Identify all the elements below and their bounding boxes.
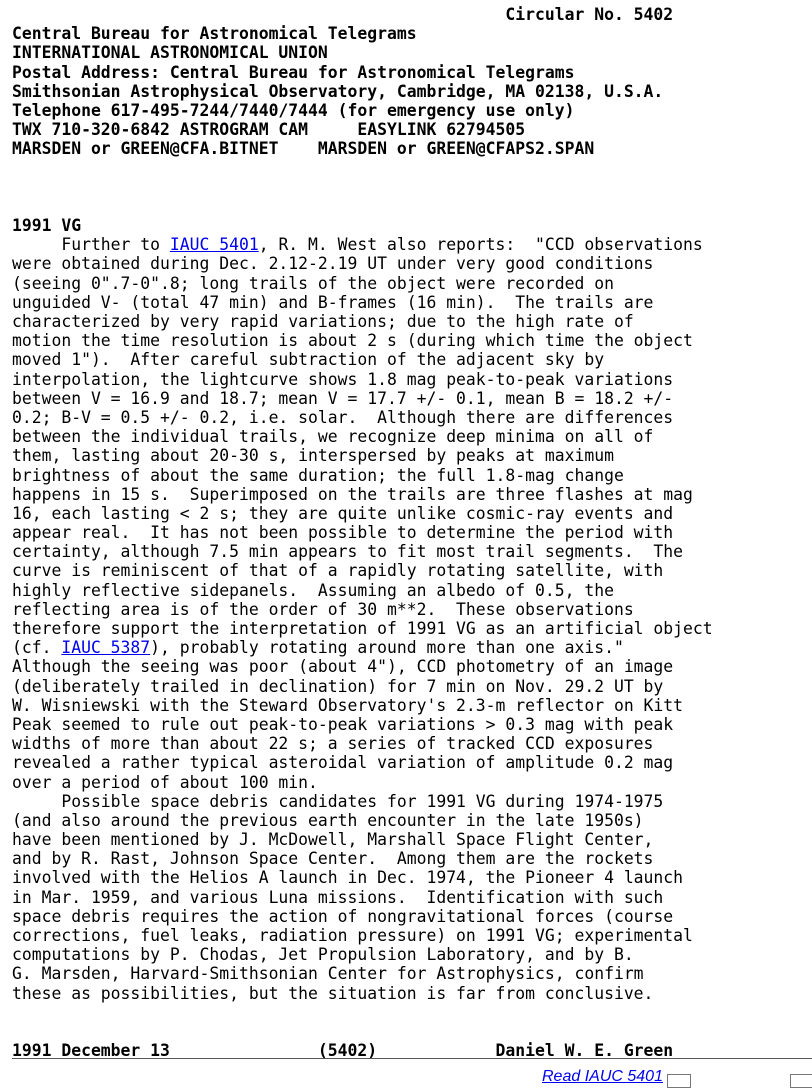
body-line: unguided V- (total 47 min) and B-frames (16 min). The trails are (12, 292, 654, 312)
circular-page (12, 5, 812, 1060)
body-paragraph (12, 657, 812, 1002)
header-line: Postal Address: Central Bureau for Astronomical Telegrams (12, 62, 575, 82)
body-line: in Mar. 1959, and various Luna missions. Identification with such (12, 887, 664, 907)
body-line: interpolation, the lightcurve shows 1.8 mag peak-to-peak variations (12, 369, 674, 389)
body-line: and by R. Rast, Johnson Space Center. Among them are the rockets (12, 849, 654, 869)
body-line: appear real. It has not been possible to determine the period with (12, 523, 674, 543)
body-text: Further to (12, 235, 170, 255)
body-line: W. Wisniewski with the Steward Observatory's 2.3-m reflector on Kitt (12, 695, 684, 715)
body-line: motion the time resolution is about 2 s (during which time the object (12, 331, 693, 351)
body-line: involved with the Helios A launch in Dec. 1974, the Pioneer 4 launch (12, 868, 684, 888)
body-line (12, 638, 812, 657)
iauc-5401-link[interactable]: IAUC 5401 (169, 235, 259, 255)
body-line: 16, each lasting < 2 s; they are quite unlike cosmic-ray events and (12, 503, 674, 523)
body-line (12, 235, 812, 254)
body-line: widths of more than about 22 s; a series of tracked CCD exposures (12, 734, 654, 754)
body-line: between the individual trails, we recognize deep minima on all of (12, 427, 654, 447)
blank-line (12, 1003, 812, 1022)
body-line: over a period of about 100 min. (12, 772, 318, 792)
body-line: Although the seeing was poor (about 4"), CCD photometry of an image (12, 657, 674, 677)
body-line: revealed a rather typical asteroidal variation of amplitude 0.2 mag (12, 753, 674, 773)
object-title: 1991 VG (12, 216, 82, 236)
body-line: computations by P. Chodas, Jet Propulsion Laboratory, and by B. (12, 945, 634, 965)
header-line: Central Bureau for Astronomical Telegrams (12, 24, 417, 44)
body-line: reflecting area is of the order of 30 m**2. These observations (12, 599, 634, 619)
circular-number: Circular No. 5402 (12, 5, 674, 24)
body-line: (and also around the previous earth encounter in the late 1950s) (12, 810, 644, 830)
read-previous-link[interactable]: Read IAUC 5401 (542, 1068, 663, 1085)
header-line: Telephone 617-495-7244/7440/7444 (for emergency use only) (12, 100, 575, 120)
body-line: were obtained during Dec. 2.12-2.19 UT under very good conditions (12, 254, 654, 274)
divider (12, 1058, 812, 1059)
body-line: brightness of about the same duration; the full 1.8-mag change (12, 465, 624, 485)
body-line: space debris requires the action of nongravitational forces (course (12, 906, 674, 926)
header-line: MARSDEN or GREEN@CFA.BITNET MARSDEN or GREEN@CFAPS2.SPAN (12, 139, 595, 159)
body-text: ), probably rotating around more than one axis." (150, 638, 624, 658)
body-line: moved 1"). After careful subtraction of the adjacent sky by (12, 350, 605, 370)
body-line: G. Marsden, Harvard-Smithsonian Center for Astrophysics, confirm (12, 964, 644, 984)
body-line: happens in 15 s. Superimposed on the trails are three flashes at mag (12, 484, 693, 504)
body-line: Possible space debris candidates for 1991 VG during 1974-1975 (12, 791, 664, 811)
blank-line (12, 159, 812, 178)
body-line: certainty, although 7.5 min appears to fit most trail segments. The (12, 542, 684, 562)
signature-line: 1991 December 13 (5402) Daniel W. E. Green (12, 1041, 674, 1061)
header-line: INTERNATIONAL ASTRONOMICAL UNION (12, 43, 328, 63)
body-text: , R. M. West also reports: "CCD observations (258, 235, 703, 255)
nav-bar (542, 1068, 691, 1088)
index-arrow-icon[interactable] (790, 1074, 812, 1088)
blank-line (12, 1022, 812, 1041)
body-line: have been mentioned by J. McDowell, Marshall Space Flight Center, (12, 830, 654, 850)
body-line: corrections, fuel leaks, radiation pressure) on 1991 VG; experimental (12, 926, 693, 945)
header-line: TWX 710-320-6842 ASTROGRAM CAM EASYLINK 62794505 (12, 120, 526, 140)
body-line: Peak seemed to rule out peak-to-peak variations > 0.3 mag with peak (12, 714, 674, 734)
header-line: Smithsonian Astrophysical Observatory, Cambridge, MA 02138, U.S.A. (12, 81, 664, 101)
blank-line (12, 197, 812, 216)
body-line: (deliberately trailed in declination) for 7 min on Nov. 29.2 UT by (12, 676, 664, 696)
blank-line (12, 178, 812, 197)
body-line: between V = 16.9 and 18.7; mean V = 17.7 +/- 0.1, mean B = 18.2 +/- (12, 388, 674, 408)
body-paragraph (12, 254, 812, 638)
body-line: characterized by very rapid variations; due to the high rate of (12, 312, 634, 331)
body-line: curve is reminiscent of that of a rapidly rotating satellite, with (12, 561, 664, 581)
next-arrow-icon[interactable] (667, 1074, 691, 1088)
body-text: (cf. (12, 638, 62, 658)
body-line: 0.2; B-V = 0.5 +/- 0.2, i.e. solar. Although there are differences (12, 407, 674, 427)
body-line: highly reflective sidepanels. Assuming an albedo of 0.5, the (12, 580, 614, 600)
body-line: these as possibilities, but the situation is far from conclusive. (12, 983, 654, 1003)
body-line: them, lasting about 20-30 s, interspersed by peaks at maximum (12, 446, 614, 466)
body-line: therefore support the interpretation of 1991 VG as an artificial object (12, 619, 713, 638)
body-line: (seeing 0".7-0".8; long trails of the object were recorded on (12, 273, 614, 293)
iauc-5387-link[interactable]: IAUC 5387 (61, 638, 151, 658)
